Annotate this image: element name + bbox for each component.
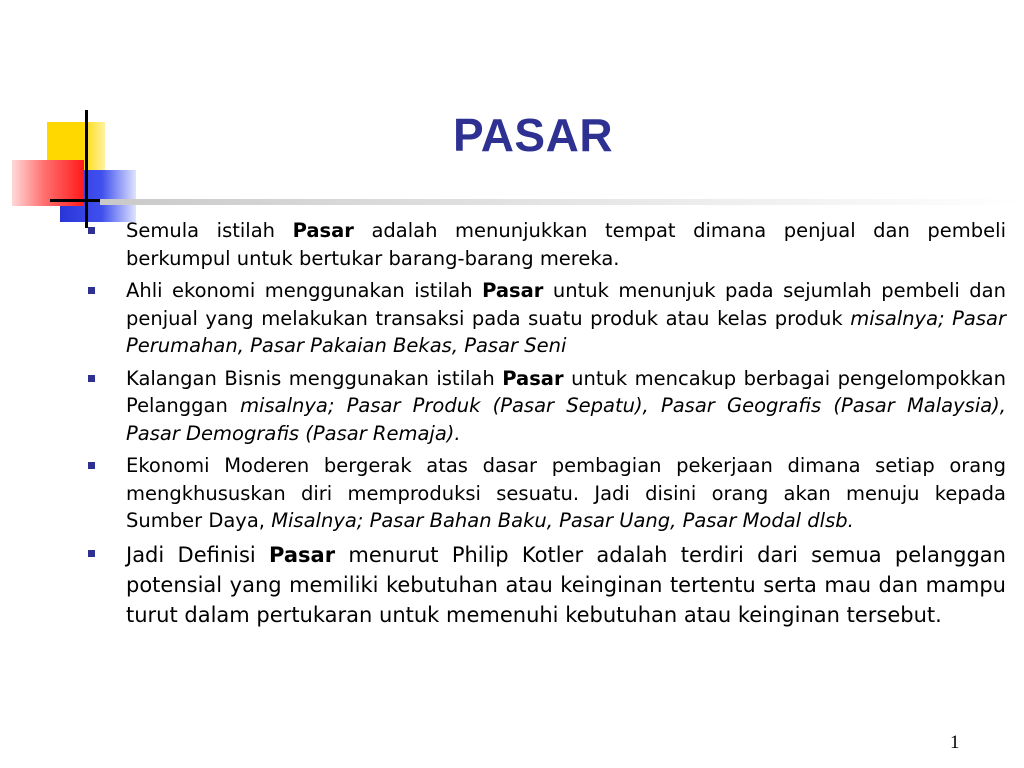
list-item bbox=[88, 277, 1006, 360]
bullet-text: Kalangan Bisnis menggunakan istilah Pasar untuk mencakup berbagai pengelompokkan Pelanggan misalnya; Pasar Produk (Pasar Sepatu), Pasar Geografis (Pasar Malaysia), Pasar Demografis (Pasar Remaja). bbox=[126, 366, 1006, 445]
bullet-text: Ekonomi Moderen bergerak atas dasar pembagian pekerjaan dimana setiap orang mengkhususkan diri memproduksi sesuatu. Jadi disini orang akan menuju kepada Sumber Daya, Misalnya; Pasar Bahan Baku, Pasar Uang, Pasar Modal dlsb. bbox=[126, 454, 1006, 532]
bullet-marker bbox=[88, 462, 95, 469]
page-number: 1 bbox=[950, 732, 960, 753]
bullet-list bbox=[88, 217, 1006, 635]
list-item bbox=[88, 540, 1006, 630]
list-item bbox=[88, 365, 1006, 448]
bullet-marker bbox=[88, 287, 95, 294]
bullet-marker bbox=[88, 550, 95, 557]
bullet-text: Semula istilah Pasar adalah menunjukkan tempat dimana penjual dan pembeli berkumpul untuk bertukar barang-barang mereka. bbox=[126, 219, 1006, 270]
bullet-text: Ahli ekonomi menggunakan istilah Pasar untuk menunjuk pada sejumlah pembeli dan penjual yang melakukan transaksi pada suatu produk atau kelas produk misalnya; Pasar Perumahan, Pasar Pakaian Bekas, Pasar Seni bbox=[126, 279, 1006, 357]
slide-title: PASAR bbox=[452, 109, 614, 161]
list-item bbox=[88, 217, 1006, 272]
bullet-text: Jadi Definisi Pasar menurut Philip Kotler adalah terdiri dari semua pelanggan potensial yang memiliki kebutuhan atau keinginan tertentu serta mau dan mampu turut dalam pertukaran untuk memenuhi kebutuhan atau keinginan tersebut. bbox=[126, 542, 1006, 627]
title-divider bbox=[100, 199, 1024, 205]
list-item bbox=[88, 452, 1006, 535]
bullet-marker bbox=[88, 375, 95, 382]
bullet-marker bbox=[88, 227, 95, 234]
